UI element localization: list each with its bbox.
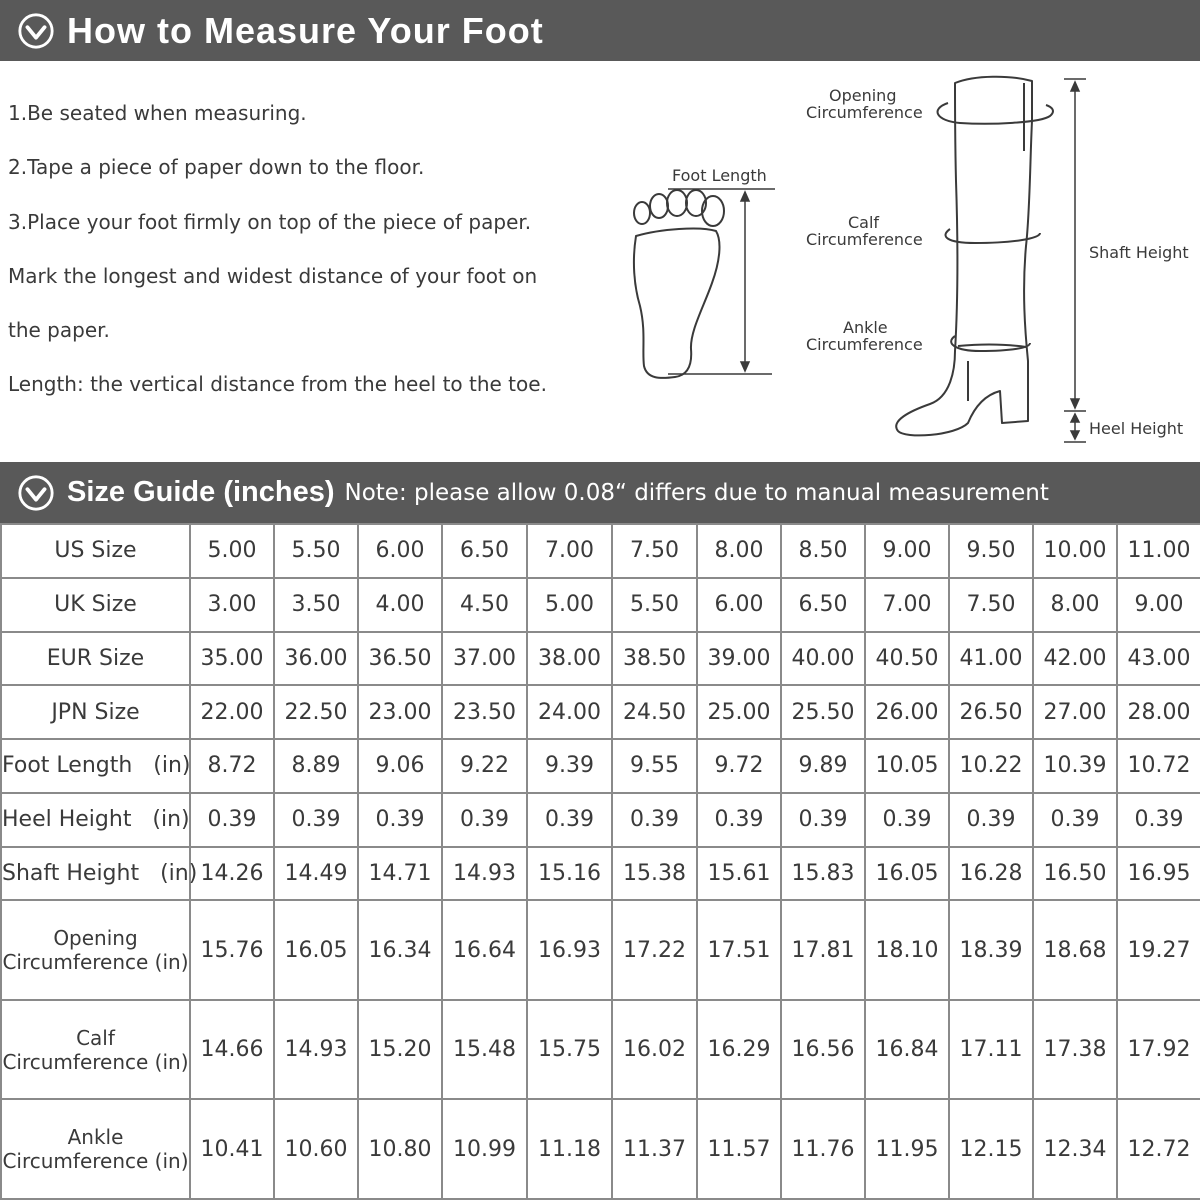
table-cell: 27.00	[1033, 685, 1117, 739]
table-row	[1, 578, 1200, 632]
table-cell: 42.00	[1033, 632, 1117, 686]
table-cell: 11.57	[697, 1099, 781, 1199]
table-cell: 16.95	[1117, 847, 1200, 901]
table-row	[1, 1099, 1200, 1199]
foot-illustration	[634, 190, 724, 378]
table-cell: 11.95	[865, 1099, 949, 1199]
table-cell: 16.29	[697, 1000, 781, 1100]
table-cell: 0.39	[274, 793, 358, 847]
table-cell: 6.50	[442, 524, 527, 578]
table-cell: 16.84	[865, 1000, 949, 1100]
boot-illustration	[896, 77, 1032, 436]
table-cell: 15.48	[442, 1000, 527, 1100]
table-cell: 35.00	[190, 632, 274, 686]
table-row	[1, 524, 1200, 578]
table-cell: 15.75	[527, 1000, 612, 1100]
step-text: 2.Tape a piece of paper down to the floor.	[8, 155, 425, 180]
row-header: US Size	[1, 524, 190, 578]
table-cell: 26.00	[865, 685, 949, 739]
table-cell: 10.72	[1117, 739, 1200, 793]
table-cell: 0.39	[190, 793, 274, 847]
opening-label-line2: Circumference	[806, 103, 923, 122]
table-row	[1, 632, 1200, 686]
table-cell: 43.00	[1117, 632, 1200, 686]
table-cell: 8.50	[781, 524, 865, 578]
table-cell: 12.72	[1117, 1099, 1200, 1199]
ankle-label-line1: Ankle	[843, 318, 888, 337]
opening-label-line1: Opening	[829, 86, 897, 105]
ankle-label-line2: Circumference	[806, 335, 923, 354]
table-cell: 0.39	[949, 793, 1033, 847]
table-cell: 15.20	[358, 1000, 442, 1100]
table-cell: 14.66	[190, 1000, 274, 1100]
shaft-height-arrow	[1064, 79, 1086, 442]
row-header: Heel Height (in)	[1, 793, 190, 847]
chevron-down-circle-icon	[17, 12, 55, 50]
table-cell: 14.93	[274, 1000, 358, 1100]
row-header: UK Size	[1, 578, 190, 632]
table-cell: 10.41	[190, 1099, 274, 1199]
row-header-line2: Circumference (in)	[2, 1149, 189, 1174]
row-header	[1, 1099, 190, 1199]
row-header-line1: Ankle	[67, 1125, 124, 1150]
table-cell: 9.00	[1117, 578, 1200, 632]
table-cell: 41.00	[949, 632, 1033, 686]
row-header: EUR Size	[1, 632, 190, 686]
table-row	[1, 793, 1200, 847]
measure-instructions	[8, 96, 608, 422]
table-cell: 5.00	[527, 578, 612, 632]
size-table	[0, 523, 1200, 1200]
row-header-line1: Calf	[76, 1025, 115, 1050]
row-header: Shaft Height (in)	[1, 847, 190, 901]
table-cell: 11.76	[781, 1099, 865, 1199]
table-cell: 0.39	[1117, 793, 1200, 847]
table-cell: 16.34	[358, 900, 442, 1000]
row-header: JPN Size	[1, 685, 190, 739]
table-cell: 6.00	[358, 524, 442, 578]
heel-height-label: Heel Height	[1089, 419, 1184, 438]
table-cell: 7.50	[949, 578, 1033, 632]
table-cell: 18.39	[949, 900, 1033, 1000]
table-cell: 12.15	[949, 1099, 1033, 1199]
table-cell: 16.28	[949, 847, 1033, 901]
table-cell: 10.99	[442, 1099, 527, 1199]
table-cell: 4.00	[358, 578, 442, 632]
table-cell: 16.05	[274, 900, 358, 1000]
calf-label-line2: Circumference	[806, 230, 923, 249]
table-cell: 15.83	[781, 847, 865, 901]
table-cell: 0.39	[1033, 793, 1117, 847]
table-cell: 8.00	[697, 524, 781, 578]
table-cell: 8.89	[274, 739, 358, 793]
table-cell: 28.00	[1117, 685, 1200, 739]
table-cell: 10.39	[1033, 739, 1117, 793]
table-row	[1, 739, 1200, 793]
table-cell: 7.00	[527, 524, 612, 578]
table-cell: 16.50	[1033, 847, 1117, 901]
measure-title: How to Measure Your Foot	[67, 9, 544, 51]
calf-label-line1: Calf	[848, 213, 880, 232]
table-cell: 15.16	[527, 847, 612, 901]
table-cell: 16.64	[442, 900, 527, 1000]
table-cell: 38.00	[527, 632, 612, 686]
step-text: Length: the vertical distance from the heel to the toe.	[8, 372, 547, 397]
chevron-down-circle-icon	[17, 474, 55, 512]
table-cell: 5.50	[274, 524, 358, 578]
table-cell: 0.39	[612, 793, 697, 847]
table-cell: 17.81	[781, 900, 865, 1000]
table-cell: 23.50	[442, 685, 527, 739]
table-cell: 9.55	[612, 739, 697, 793]
table-cell: 17.38	[1033, 1000, 1117, 1100]
table-cell: 16.93	[527, 900, 612, 1000]
table-cell: 0.39	[527, 793, 612, 847]
table-cell: 22.00	[190, 685, 274, 739]
table-cell: 3.50	[274, 578, 358, 632]
table-cell: 17.11	[949, 1000, 1033, 1100]
table-cell: 40.00	[781, 632, 865, 686]
table-cell: 10.22	[949, 739, 1033, 793]
step-text: 3.Place your foot firmly on top of the piece of paper.	[8, 209, 532, 234]
table-cell: 9.39	[527, 739, 612, 793]
table-cell: 7.00	[865, 578, 949, 632]
size-guide-header	[0, 462, 1200, 523]
table-cell: 9.50	[949, 524, 1033, 578]
table-cell: 9.72	[697, 739, 781, 793]
table-cell: 0.39	[865, 793, 949, 847]
table-cell: 3.00	[190, 578, 274, 632]
table-cell: 26.50	[949, 685, 1033, 739]
table-cell: 9.00	[865, 524, 949, 578]
table-cell: 39.00	[697, 632, 781, 686]
table-cell: 10.60	[274, 1099, 358, 1199]
table-cell: 23.00	[358, 685, 442, 739]
table-cell: 4.50	[442, 578, 527, 632]
table-cell: 19.27	[1117, 900, 1200, 1000]
table-cell: 6.00	[697, 578, 781, 632]
table-cell: 11.00	[1117, 524, 1200, 578]
table-cell: 10.00	[1033, 524, 1117, 578]
table-cell: 25.00	[697, 685, 781, 739]
table-cell: 16.05	[865, 847, 949, 901]
table-cell: 14.26	[190, 847, 274, 901]
table-cell: 18.10	[865, 900, 949, 1000]
table-cell: 9.22	[442, 739, 527, 793]
table-cell: 0.39	[697, 793, 781, 847]
table-cell: 14.71	[358, 847, 442, 901]
table-cell: 9.06	[358, 739, 442, 793]
table-row	[1, 847, 1200, 901]
table-row	[1, 900, 1200, 1000]
table-cell: 9.89	[781, 739, 865, 793]
table-cell: 40.50	[865, 632, 949, 686]
table-cell: 15.38	[612, 847, 697, 901]
shaft-height-label: Shaft Height	[1089, 243, 1189, 262]
row-header-line2: Circumference (in)	[2, 950, 189, 975]
row-header-line1: Opening	[53, 926, 138, 951]
step-text: 1.Be seated when measuring.	[8, 101, 307, 125]
table-cell: 16.02	[612, 1000, 697, 1100]
size-guide-title: Size Guide (inches)	[67, 476, 335, 508]
table-cell: 37.00	[442, 632, 527, 686]
table-row	[1, 1000, 1200, 1100]
table-cell: 18.68	[1033, 900, 1117, 1000]
step-text: the paper.	[8, 318, 110, 343]
table-cell: 24.00	[527, 685, 612, 739]
foot-length-arrow	[668, 189, 775, 374]
table-cell: 22.50	[274, 685, 358, 739]
table-cell: 24.50	[612, 685, 697, 739]
row-header	[1, 900, 190, 1000]
table-cell: 15.61	[697, 847, 781, 901]
measure-header	[0, 0, 1200, 61]
table-cell: 0.39	[781, 793, 865, 847]
foot-length-label: Foot Length	[672, 166, 767, 185]
table-cell: 17.22	[612, 900, 697, 1000]
table-cell: 8.72	[190, 739, 274, 793]
table-cell: 12.34	[1033, 1099, 1117, 1199]
table-cell: 0.39	[358, 793, 442, 847]
table-cell: 36.00	[274, 632, 358, 686]
table-cell: 10.05	[865, 739, 949, 793]
table-cell: 5.00	[190, 524, 274, 578]
size-guide-note: Note: please allow 0.08“ differs due to manual measurement	[344, 479, 1049, 506]
circumference-rings	[938, 103, 1053, 351]
table-cell: 7.50	[612, 524, 697, 578]
table-cell: 6.50	[781, 578, 865, 632]
table-cell: 11.18	[527, 1099, 612, 1199]
table-cell: 8.00	[1033, 578, 1117, 632]
table-cell: 5.50	[612, 578, 697, 632]
table-cell: 15.76	[190, 900, 274, 1000]
table-cell: 11.37	[612, 1099, 697, 1199]
table-cell: 14.49	[274, 847, 358, 901]
table-cell: 36.50	[358, 632, 442, 686]
row-header: Foot Length (in)	[1, 739, 190, 793]
row-header	[1, 1000, 190, 1100]
step-text: Mark the longest and widest distance of your foot on	[8, 263, 538, 288]
table-cell: 16.56	[781, 1000, 865, 1100]
table-cell: 38.50	[612, 632, 697, 686]
table-cell: 10.80	[358, 1099, 442, 1199]
table-cell: 17.51	[697, 900, 781, 1000]
table-cell: 25.50	[781, 685, 865, 739]
table-cell: 0.39	[442, 793, 527, 847]
table-cell: 14.93	[442, 847, 527, 901]
row-header-line2: Circumference (in)	[2, 1049, 189, 1074]
table-cell: 17.92	[1117, 1000, 1200, 1100]
table-row	[1, 685, 1200, 739]
